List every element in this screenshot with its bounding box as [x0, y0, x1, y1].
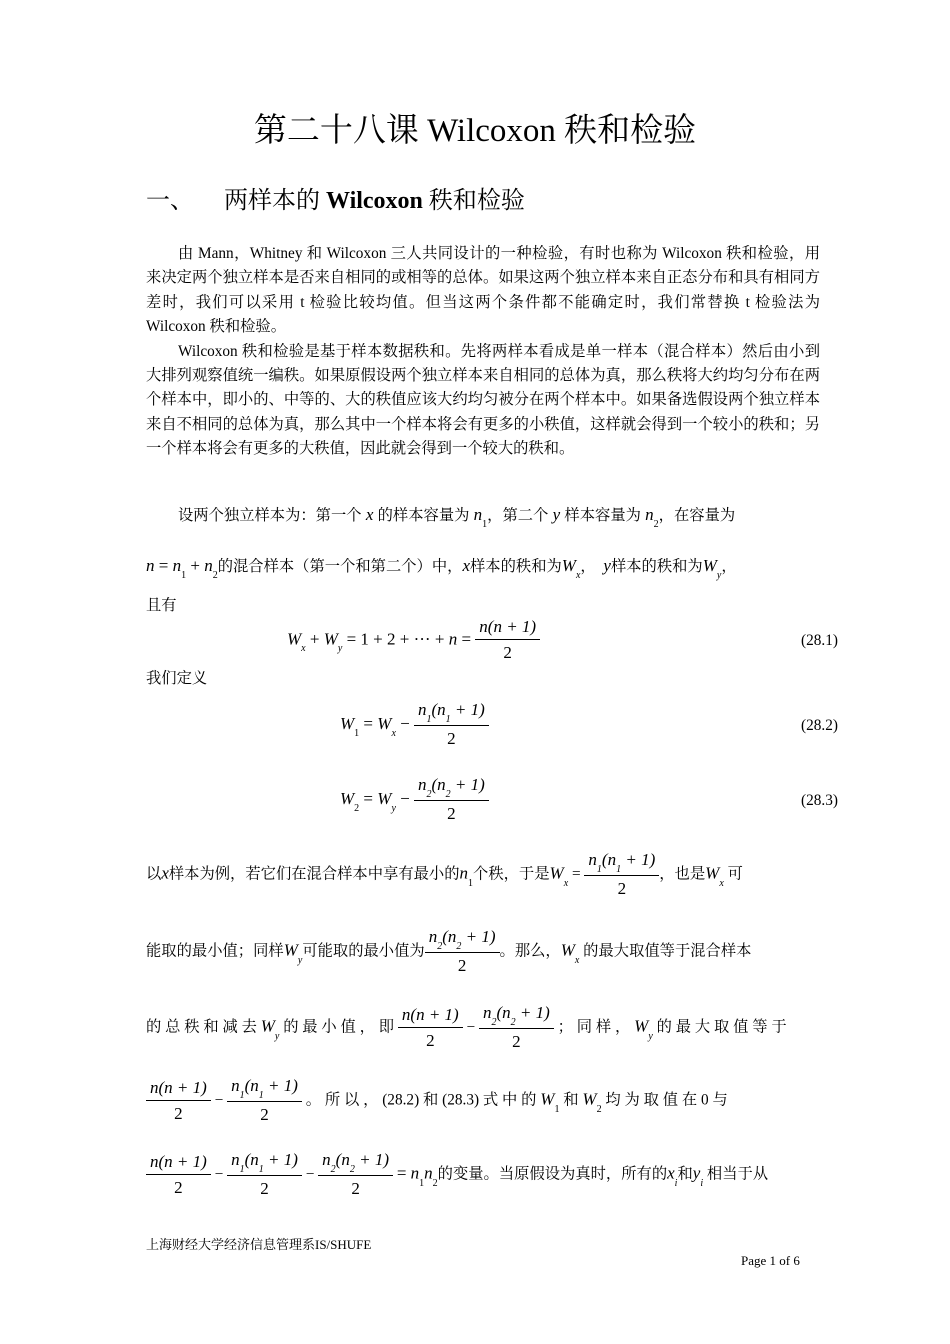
section-bold-text: Wilcoxon — [326, 188, 423, 214]
page-title: 第二十八课 Wilcoxon 秩和检验 — [253, 113, 697, 149]
equation-28-1: $W_x + W_y = 1 + 2$ + ··· + n = $\frac{n(n + 1)}{2}$ — [287, 617, 540, 664]
text-line-3: 且有 — [146, 597, 177, 614]
intro-paragraphs — [146, 242, 820, 462]
section-number: 一、 — [146, 188, 194, 214]
section-rest-text: 秩和检验 — [422, 188, 525, 214]
text-line-5: 以x样本为例，若它们在混合样本中享有最小的$n_1$个秩，于是$W_x$ = $\frac{n_1(n_1 + 1)}{2}$ ，也是$W_x$ 可 — [146, 850, 743, 898]
text-line-6: 能取的最小值；同样$W_y$可能取的最小值为 $\frac{n_2(n_2 + 1)}{2}$ 。那么，$W_x$ 的最大取值等于混合样本 — [146, 927, 752, 975]
footer-institution: 上海财经大学经济信息管理系IS/SHUFE — [146, 1237, 372, 1252]
equation-number-28-1: (28.1) — [801, 632, 838, 649]
section-heading — [146, 180, 525, 215]
text-line-9: $\frac{n(n + 1)}{2}$ − $\frac{n_1(n_1 + 1)}{2}$ − $\frac{n_2(n_2 + 1)}{2}$ = $n_1n_2$的变量。当原假设为真时，所有的$x_i$和$y_i$ 相当于从 — [146, 1150, 820, 1200]
text-line-8: $\frac{n(n + 1)}{2}$ − $\frac{n_1(n_1 + 1)}{2}$ 。 所 以 ， (28.2) 和 (28.3) 式 中 的 $W_1$ 和 $W_2$ 均 为 取 值 在 0 与 — [146, 1076, 820, 1126]
paragraph-2: Wilcoxon 秩和检验是基于样本数据秩和。先将两样本看成是单一样本（混合样本）然后由小到大排列观察值统一编秩。如果原假设两个独立样本来自相同的总体为真，那么秩将大约均匀分布在两个样本中，即小的、中等的、大的秩值应该大约均匀被分在两个样本中。如果备选假设两个独立样本来自不相同的总体为真，那么其中一个样本将会有更多的小秩值，这样就会得到一个较小的秩和；另一个样本将会有更多的大秩值，因此就会得到一个较大的秩和。 — [146, 342, 820, 458]
equation-number-28-2: (28.2) — [801, 717, 838, 734]
text-line-1: 设两个独立样本为：第一个 x 的样本容量为 $n_1$，第二个 y 样本容量为 $n_2$，在容量为 — [178, 505, 736, 530]
text-line-7: 的 总 秩 和 减 去 $W_y$ 的 最 小 值 ， 即 $\frac{n(n + 1)}{2}$ − $\frac{n_2(n_2 + 1)}{2}$ ； 同 样 ， $W_y$ 的 最 大 取 值 等 于 — [146, 1003, 787, 1051]
text-line-2: $n = n_1 + n_2$的混合样本（第一个和第二个）中，x样本的秩和为$W_x$， y样本的秩和为$W_y$， — [146, 556, 737, 581]
text-line-4: 我们定义 — [146, 670, 208, 687]
paragraph-1: 由 Mann，Whitney 和 Wilcoxon 三人共同设计的一种检验，有时也称为 Wilcoxon 秩和检验，用来决定两个独立样本是否来自相同的或相等的总体。如果这两个独立样本来自正态分布和具有相同方差时，我们可以采用 t 检验比较均值。但当这两个条件都不能确定时，我们常替换 t 检验法为 Wilcoxon 秩和检验。 — [146, 245, 820, 336]
equation-28-3: $W_2 = W_y$ − $\frac{n_2(n_2 + 1)}{2}$ — [340, 775, 489, 825]
equation-28-2: $W_1 = W_x$ − $\frac{n_1(n_1 + 1)}{2}$ — [340, 700, 489, 750]
footer-page-number: Page 1 of 6 — [741, 1253, 800, 1268]
section-text: 两样本的 — [224, 188, 326, 214]
equation-number-28-3: (28.3) — [801, 792, 838, 809]
